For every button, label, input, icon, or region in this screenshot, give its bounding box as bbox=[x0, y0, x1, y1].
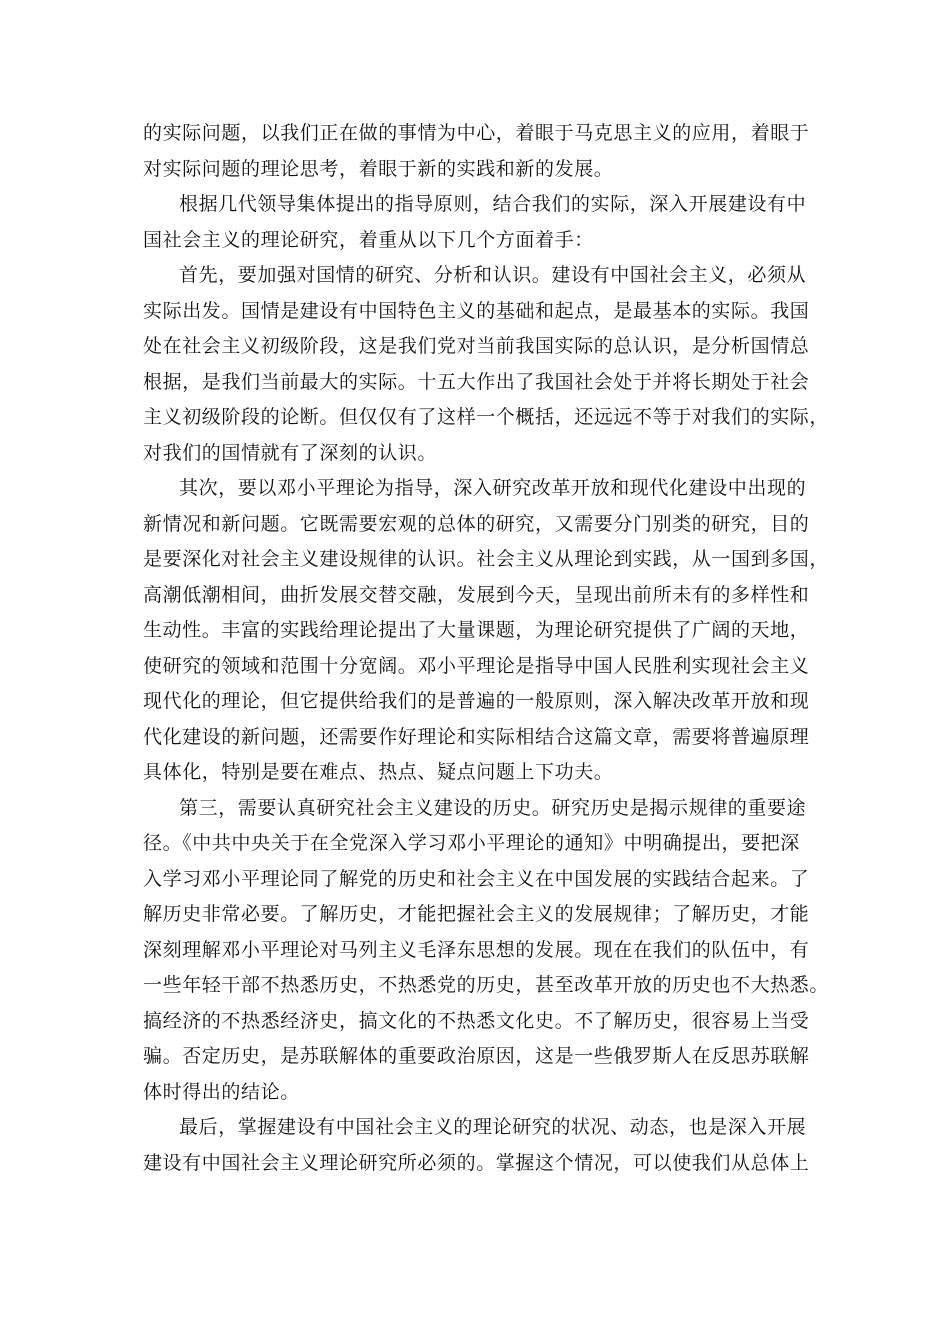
text-line: 使研究的领域和范围十分宽阔。邓小平理论是指导中国人民胜利实现社会主义 bbox=[143, 654, 810, 677]
text-line: 具体化，特别是要在难点、热点、疑点问题上下功夫。 bbox=[143, 761, 614, 783]
text-line: 深刻理解邓小平理论对马列主义毛泽东思想的发展。现在在我们的队伍中，有 bbox=[143, 938, 810, 961]
text-line: 实际出发。国情是建设有中国特色主义的基础和起点，是最基本的实际。我国 bbox=[143, 299, 810, 322]
text-line: 现代化的理论，但它提供给我们的是普遍的一般原则，深入解决改革开放和现 bbox=[143, 690, 810, 712]
paragraph-first-line: 第三，需要认真研究社会主义建设的历史。研究历史是揭示规律的重要途 bbox=[179, 796, 807, 819]
text-line: 骗。否定历史，是苏联解体的重要政治原因，这是一些俄罗斯人在反思苏联解 bbox=[143, 1045, 810, 1067]
paragraph-first-line: 最后，掌握建设有中国社会主义的理论研究的状况、动态，也是深入开展 bbox=[179, 1116, 807, 1138]
text-line: 根据，是我们当前最大的实际。十五大作出了我国社会处于并将长期处于社会 bbox=[143, 370, 810, 393]
text-line: 处在社会主义初级阶段，这是我们党对当前我国实际的总认识，是分析国情总 bbox=[143, 335, 810, 357]
text-line: 是要深化对社会主义建设规律的认识。社会主义从理论到实践，从一国到多国， bbox=[143, 548, 830, 570]
text-line: 高潮低潮相间，曲折发展交替交融，发展到今天，呈现出前所未有的多样性和 bbox=[143, 583, 810, 606]
text-line: 体时得出的结论。 bbox=[143, 1080, 300, 1103]
text-line: 代化建设的新问题，还需要作好理论和实际相结合这篇文章，需要将普遍原理 bbox=[143, 725, 810, 748]
text-line: 对我们的国情就有了深刻的认识。 bbox=[143, 441, 438, 464]
text-line: 解历史非常必要。了解历史，才能把握社会主义的发展规律；了解历史，才能 bbox=[143, 903, 810, 925]
paragraph-first-line: 其次，要以邓小平理论为指导，深入研究改革开放和现代化建设中出现的 bbox=[179, 477, 807, 499]
paragraph-first-line: 根据几代领导集体提出的指导原则，结合我们的实际，深入开展建设有中 bbox=[179, 193, 807, 215]
text-line: 入学习邓小平理论同了解党的历史和社会主义在中国发展的实践结合起来。了 bbox=[143, 867, 810, 890]
text-line: 新情况和新问题。它既需要宏观的总体的研究，又需要分门别类的研究，目的 bbox=[143, 512, 810, 535]
document-page bbox=[143, 116, 830, 1181]
text-line: 对实际问题的理论思考，着眼于新的实践和新的发展。 bbox=[143, 157, 614, 180]
text-line: 生动性。丰富的实践给理论提出了大量课题，为理论研究提供了广阔的天地， bbox=[143, 619, 810, 641]
text-line: 搞经济的不热悉经济史，搞文化的不热悉文化史。不了解历史，很容易上当受 bbox=[143, 1009, 810, 1032]
text-line: 国社会主义的理论研究，着重从以下几个方面着手： bbox=[143, 228, 594, 251]
text-line: 径。《中共中央关于在全党深入学习邓小平理论的通知》中明确提出，要把深 bbox=[143, 832, 800, 854]
paragraph-first-line: 首先，要加强对国情的研究、分析和认识。建设有中国社会主义，必须从 bbox=[179, 264, 807, 286]
text-line: 主义初级阶段的论断。但仅仅有了这样一个概括，还远远不等于对我们的实际， bbox=[143, 406, 830, 428]
text-line: 一些年轻干部不热悉历史，不热悉党的历史，甚至改革开放的历史也不大热悉。 bbox=[143, 974, 830, 996]
text-line: 建设有中国社会主义理论研究所必须的。掌握这个情况，可以使我们从总体上 bbox=[143, 1151, 810, 1174]
text-line: 的实际问题，以我们正在做的事情为中心，着眼于马克思主义的应用，着眼于 bbox=[143, 122, 810, 144]
